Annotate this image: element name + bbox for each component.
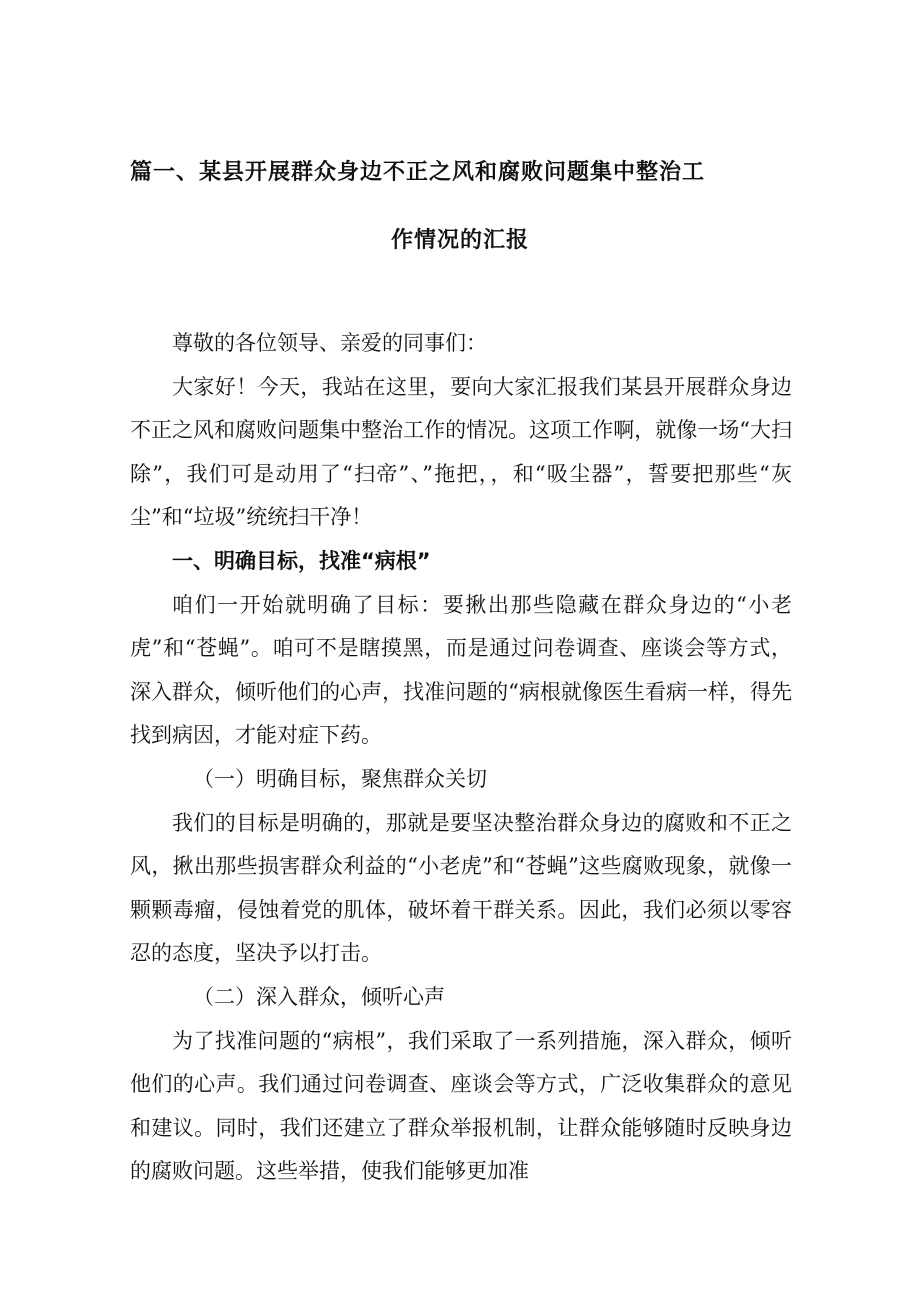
document-title-line-2: 作情况的汇报 — [390, 228, 529, 253]
section-1-heading: 一、明确目标，找准“病根” — [172, 548, 431, 573]
subsection-1-paragraph: 我们的目标是明确的，那就是要坚决整治群众身边的腐败和不正之风，揪出那些损害群众利益的“小老虎”和“苍蝇”这些腐败现象，就像一颗颗毒瘤，侵蚀着党的肌体，破坏着干群关系。因此，我们必须以零容忍的态度，坚决予以打击。 — [130, 810, 792, 966]
subsection-1-heading: （一）明确目标，聚焦群众关切 — [193, 766, 487, 791]
section-1-paragraph: 咱们一开始就明确了目标：要揪出那些隐藏在群众身边的“小老虎”和“苍蝇”。咱可不是瞎摸黑，而是通过问卷调查、座谈会等方式，深入群众，倾听他们的心声，找准问题的“病根就像医生看病一样，得先找到病因，才能对症下药。 — [130, 592, 792, 748]
document-title-line-1: 篇一、某县开展群众身边不正之风和腐败问题集中整治工 — [130, 160, 706, 185]
salutation: 尊敬的各位领导、亲爱的同事们： — [172, 331, 487, 355]
subsection-2-heading: （二）深入群众，倾听心声 — [193, 984, 445, 1009]
subsection-2-paragraph: 为了找准问题的“病根”，我们采取了一系列措施，深入群众，倾听他们的心声。我们通过问卷调查、座谈会等方式，广泛收集群众的意见和建议。同时，我们还建立了群众举报机制，让群众能够随时反映身边的腐败问题。这些举措，使我们能够更加准 — [130, 1028, 792, 1184]
intro-paragraph: 大家好！今天，我站在这里，要向大家汇报我们某县开展群众身边不正之风和腐败问题集中整治工作的情况。这项工作啊，就像一场“大扫除”，我们可是动用了“扫帝”、”拖把，，和“吸尘器”，誓要把那些“灰尘”和“垃圾”统统扫干净！ — [130, 374, 792, 530]
document-body — [130, 322, 792, 1194]
